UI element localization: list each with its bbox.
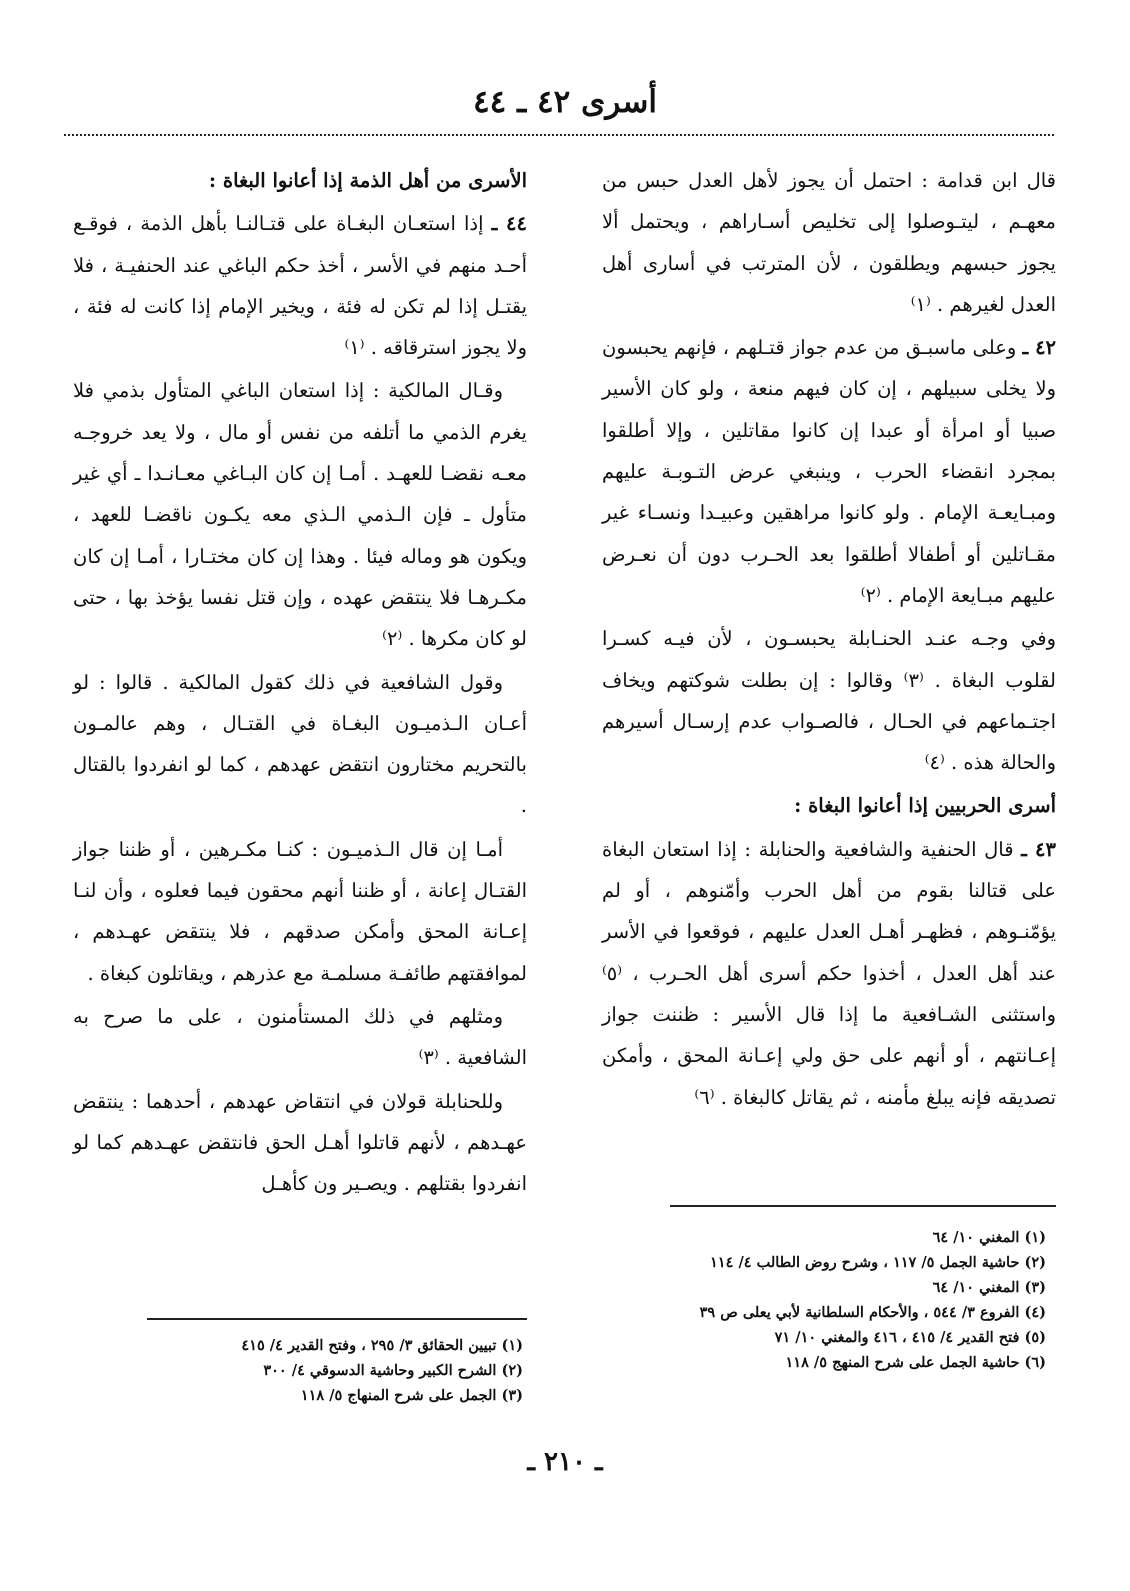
- paragraph-text: قال الحنفية والشافعية والحنابلة : إذا استعان البغاة على قتالنا بقوم من أهل الحرب وأمّنوهم ، أو لم يؤمّنـوهم ، فظهـر أهـل العدل عليهم ، فوقعوا في الأسر عند أهل العدل ، أخذوا حكم أسرى أهل الحـرب ، ⁽٥⁾ واستثنى الشـافعية ما إذا قال الأسير : ظننت جواز إعـانتهم ، أو أنهم على حق ولي إعـانة المحق ، وأمكن تصديقه فإنه يبلغ مأمنه ، ثم يقاتل كالبغاة . ⁽٦⁾: [602, 837, 1056, 1109]
- paragraph-text: وعلى ماسبـق من عدم جواز قتـلهم ، فإنهم يحبسون ولا يخلى سبيلهم ، إن كان فيهم منعة ، ولو كان الأسير صبيا أو امرأة أو عبدا إن كانوا مقاتلين ، وإلا أطلقوا بمجرد انقضاء الحرب ، وينبغي عرض التـوبـة عليهم ومبـايعـة الإمام . ولو كانوا مراهقين وعبيـدا ونسـاء غير مقـاتلين أو أطفالا أطلقوا بعد الحـرب دون أن نعـرض عليهم مبـايعة الإمام . ⁽٢⁾: [602, 336, 1056, 607]
- footnote-divider-right: [670, 1205, 1056, 1207]
- page-header-title: أسرى ٤٢ ـ ٤٤: [472, 84, 658, 120]
- footnote-divider-left: [147, 1318, 527, 1320]
- footnote: (٣) المغني ١٠/ ٦٤: [932, 1279, 1046, 1296]
- footnote: (١) المغني ١٠/ ٦٤: [932, 1229, 1046, 1246]
- left-text-column: [73, 160, 527, 1206]
- header-dotted-divider: [64, 134, 1054, 136]
- footnote: (٣) الجمل على شرح المنهاج ٥/ ١١٨: [300, 1387, 523, 1404]
- footnote: (٥) فتح القدير ٤/ ٤١٥ ، ٤١٦ والمغني ١٠/ ٧١: [774, 1329, 1046, 1346]
- footnote: (٢) حاشية الجمل ٥/ ١١٧ ، وشرح روض الطالب ٤/ ١١٤: [710, 1254, 1046, 1271]
- paragraph: [602, 327, 1056, 616]
- paragraph: قال ابن قدامة : احتمل أن يجوز لأهل العدل حبس من معهـم ، ليتـوصلوا إلى تخليص أسـاراهم ، ويحتمل ألا يجوز حبسهم ويطلقون ، لأن المترتب في أسارى أهل العدل لغيرهم . ⁽١⁾: [602, 169, 1056, 316]
- paragraph-text: إذا استعـان البغـاة على قتـالنـا بأهل الذمة ، فوقـع أحـد منهم في الأسر ، أخذ حكم الباغي عند الحنفيـة ، فلا يقتـل إذا لم تكن له فئة ، ويخير الإمام إذا كانت له فئة ، ولا يجوز استرقاقه . ⁽١⁾: [73, 212, 527, 360]
- paragraph: وللحنابلة قولان في انتقاض عهدهم ، أحدهما : ينتقض عهـدهم ، لأنهم قاتلوا أهـل الحق فانتقض عهـدهم كما لو انفردوا بقتلهم . ويصـير ون كأهـل: [73, 1089, 527, 1196]
- paragraph: وفي وجـه عنـد الحنـابلة يحبسـون ، لأن فيـه كسـرا لقلوب البغاة . ⁽٣⁾ وقالوا : إن بطلت شوكتهم ويخاف اجتـماعهم في الحـال ، فالصـواب عدم إرسـال أسيرهم والحالة هذه . ⁽٤⁾: [602, 627, 1056, 775]
- paragraph: [602, 829, 1056, 1118]
- footnotes-right: [606, 1225, 1046, 1375]
- section-subheading: الأسرى من أهل الذمة إذا أعانوا البغاة :: [208, 169, 527, 192]
- footnote: (٦) حاشية الجمل على شرح المنهج ٥/ ١١٨: [785, 1354, 1046, 1371]
- paragraph: أمـا إن قال الـذميـون : كنـا مكـرهين ، أو ظننا جواز القتـال إعانة ، أو ظننا أنهم محقون فيما فعلوه ، وأن لنـا إعـانة المحق وأمكن صدقهم ، فلا ينتقض عهـدهم ، لموافقتهم طائفـة مسلمـة مع عذرهم ، ويقاتلون كبغاة .: [73, 837, 527, 985]
- section-number: ٤٢ ـ: [1022, 336, 1057, 360]
- paragraph: [73, 203, 527, 368]
- footnote: (٤) الفروع ٣/ ٥٤٤ ، والأحكام السلطانية لأبي يعلى ص ٣٩: [699, 1304, 1046, 1321]
- paragraph: وقـال المالكية : إذا استعان الباغي المتأول بذمي فلا يغرم الذمي ما أتلفه من نفس أو مال ، ولا يعد خروجـه معـه نقضـا للعهـد . أمـا إن كان البـاغي معـانـدا ـ أي غير متأول ـ فإن الـذمي الـذي معه يكـون ناقضـا للعهد ، ويكون هو وماله فيئا . وهذا إن كان مختـارا ، أمـا إن كان مكـرهـا فلا ينتقض عهده ، وإن قتل نفسا يؤخذ بها ، حتى لو كان مكرها . ⁽٢⁾: [73, 379, 527, 651]
- section-number: ٤٣ ـ: [1021, 837, 1056, 861]
- footnote: (٢) الشرح الكبير وحاشية الدسوقي ٤/ ٣٠٠: [263, 1362, 523, 1379]
- footnotes-left: [103, 1333, 523, 1408]
- paragraph: وقول الشافعية في ذلك كقول المالكية . قالوا : لو أعـان الـذميـون البغـاة في القتـال ، وهم عالمـون بالتحريم مختارون انتقض عهدهم ، كما لو انفردوا بالقتال .: [73, 670, 527, 818]
- footnote: (١) تبيين الحقائق ٣/ ٢٩٥ ، وفتح القدير ٤/ ٤١٥: [241, 1337, 523, 1354]
- page-number: ـ ٢١٠ ـ: [527, 1447, 603, 1477]
- section-number: ٤٤ ـ: [491, 212, 527, 236]
- paragraph: ومثلهم في ذلك المستأمنون ، على ما صرح به الشافعية . ⁽٣⁾: [73, 1004, 527, 1070]
- section-subheading: أسرى الحربيين إذا أعانوا البغاة :: [794, 794, 1056, 818]
- right-text-column: [602, 160, 1056, 1120]
